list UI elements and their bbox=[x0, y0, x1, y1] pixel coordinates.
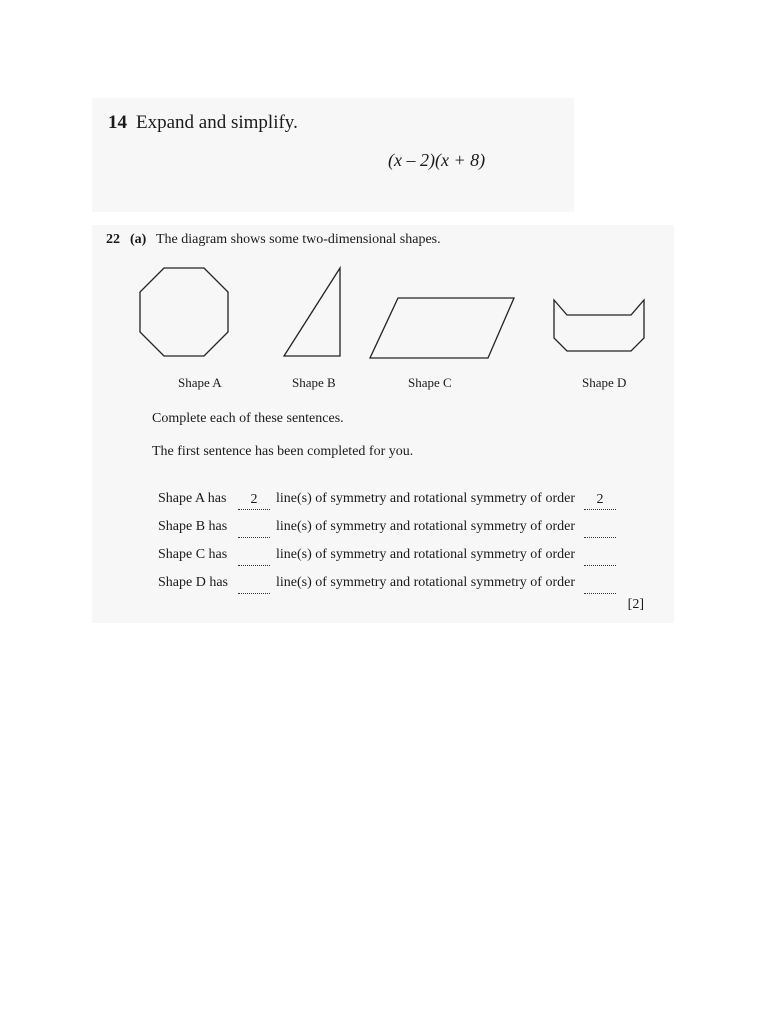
rotational-order-answer[interactable] bbox=[584, 549, 616, 566]
rotational-order-answer[interactable]: 2 bbox=[584, 493, 616, 510]
shape-b-label: Shape B bbox=[292, 375, 336, 390]
sentence-middle: line(s) of symmetry and rotational symmetry of order bbox=[276, 491, 575, 506]
shape-c-label: Shape C bbox=[408, 375, 452, 390]
lines-of-symmetry-answer[interactable] bbox=[238, 577, 270, 594]
sentence-prefix: Shape C has bbox=[158, 547, 228, 562]
question-instruction: Expand and simplify. bbox=[136, 112, 298, 133]
sentence-middle: line(s) of symmetry and rotational symmetry of order bbox=[276, 575, 575, 590]
question-number: 22 bbox=[106, 232, 120, 247]
question-part-label: (a) bbox=[130, 232, 147, 247]
math-expression: (x – 2)(x + 8) bbox=[388, 150, 486, 170]
sentence-prefix: Shape A has bbox=[158, 491, 227, 506]
shape-b-triangle bbox=[284, 268, 340, 356]
question-stem: The diagram shows some two-dimensional shapes. bbox=[156, 232, 441, 247]
shape-c-parallelogram bbox=[370, 298, 514, 358]
question-22-panel bbox=[92, 225, 674, 623]
question-14-panel bbox=[92, 98, 574, 212]
shape-a-label: Shape A bbox=[178, 375, 222, 390]
instruction-complete: Complete each of these sentences. bbox=[152, 411, 344, 426]
lines-of-symmetry-answer[interactable] bbox=[238, 521, 270, 538]
shape-d-label: Shape D bbox=[582, 375, 627, 390]
rotational-order-answer[interactable] bbox=[584, 521, 616, 538]
rotational-order-answer[interactable] bbox=[584, 577, 616, 594]
instruction-example: The first sentence has been completed for you. bbox=[152, 444, 414, 459]
question-number: 14 bbox=[108, 112, 127, 133]
sentence-prefix: Shape B has bbox=[158, 519, 228, 534]
lines-of-symmetry-answer[interactable]: 2 bbox=[238, 493, 270, 510]
shapes-diagram bbox=[92, 225, 674, 375]
sentence-middle: line(s) of symmetry and rotational symmetry of order bbox=[276, 519, 575, 534]
shape-d-hexagon bbox=[554, 300, 644, 351]
sentence-prefix: Shape D has bbox=[158, 575, 228, 590]
sentence-middle: line(s) of symmetry and rotational symmetry of order bbox=[276, 547, 575, 562]
lines-of-symmetry-answer[interactable] bbox=[238, 549, 270, 566]
marks-label: [2] bbox=[627, 597, 644, 612]
shape-a-octagon bbox=[140, 268, 228, 356]
